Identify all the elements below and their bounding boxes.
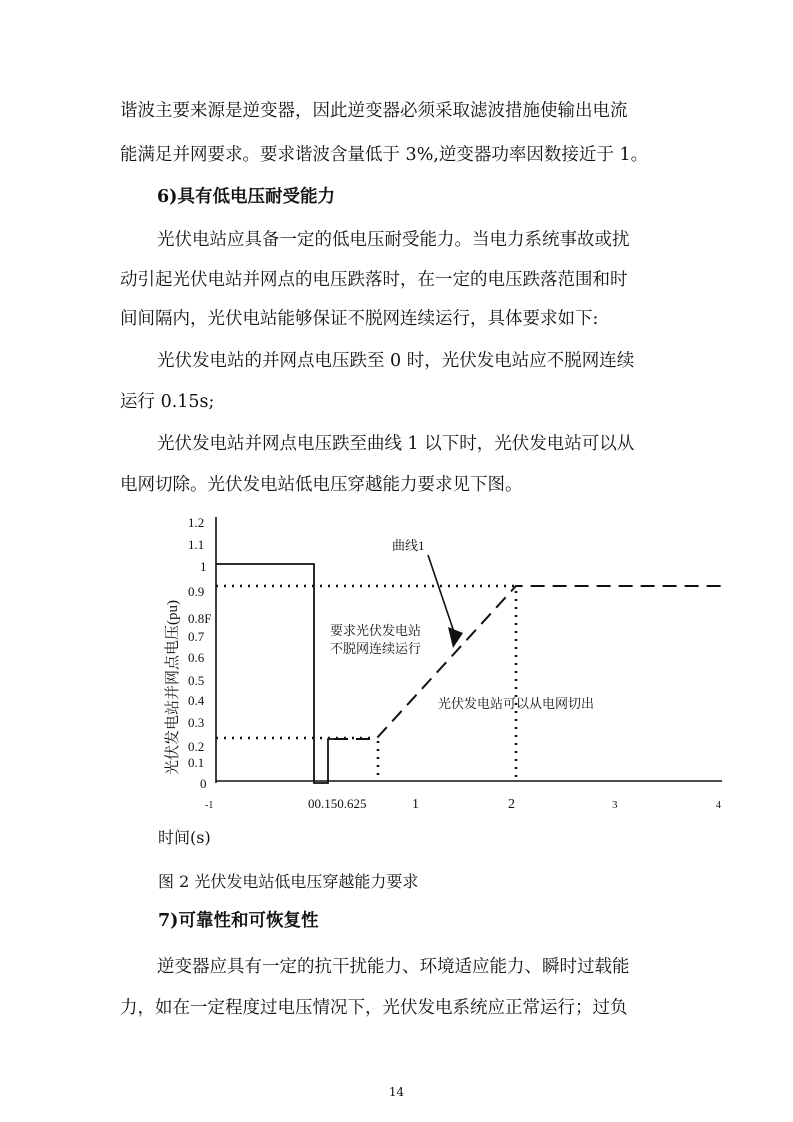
- region-lower-label: 光伏发电站可以从电网切出: [438, 696, 595, 711]
- x-tick-label: 2: [508, 797, 515, 812]
- paragraph-line: 谐波主要来源是逆变器，因此逆变器必须采取滤波措施使输出电流: [120, 101, 628, 121]
- paragraph-line: 电网切除。光伏发电站低电压穿越能力要求见下图。: [120, 475, 523, 495]
- y-tick-label: 1.1: [188, 537, 205, 552]
- x-tick-label: 4: [716, 800, 721, 811]
- curve-label: 曲线1: [392, 538, 425, 553]
- paragraph-line: 运行 0.15s;: [120, 392, 215, 412]
- y-tick-label: 0.2: [188, 739, 205, 754]
- paragraph-line: 光伏发电站并网点电压跌至曲线 1 以下时，光伏发电站可以从: [157, 434, 635, 454]
- paragraph-line: 光伏电站应具备一定的低电压耐受能力。当电力系统事故或扰: [157, 230, 630, 250]
- y-axis-label: 光伏发电站并网点电压(pu): [165, 600, 181, 775]
- paragraph-line: 光伏发电站的并网点电压跌至 0 时，光伏发电站应不脱网连续: [157, 351, 635, 371]
- x-axis-label: 时间(s): [158, 828, 211, 847]
- y-tick-label: 0.7: [188, 629, 205, 644]
- x-tick-label: -1: [205, 800, 214, 811]
- y-tick-label: 0.8F: [188, 611, 212, 626]
- y-tick-label: 0.6: [188, 650, 205, 665]
- curve-label-arrow: [428, 555, 455, 635]
- curve-1-dashed: [334, 586, 722, 739]
- y-tick-label: 0.4: [188, 693, 205, 708]
- paragraph-line: 动引起光伏电站并网点的电压跌落时，在一定的电压跌落范围和时: [120, 270, 628, 290]
- x-tick-label: 00.150.625: [308, 796, 367, 811]
- y-tick-label: 0.1: [188, 755, 205, 770]
- x-tick-label: 3: [612, 799, 618, 811]
- region-upper-line2: 不脱网连续运行: [330, 641, 422, 656]
- y-tick-label: 0: [200, 776, 207, 791]
- y-tick-label: 1.2: [188, 515, 205, 530]
- arrow-head-icon: [448, 627, 463, 648]
- voltage-profile-solid: [216, 564, 334, 783]
- page-number: 14: [388, 1085, 405, 1099]
- section-heading: 7)可靠性和可恢复性: [158, 911, 319, 931]
- paragraph-line: 逆变器应具有一定的抗干扰能力、环境适应能力、瞬时过载能: [157, 957, 630, 977]
- lvrt-figure: [150, 505, 735, 815]
- figure-caption: 图 2 光伏发电站低电压穿越能力要求: [158, 872, 419, 891]
- y-tick-label: 0.3: [188, 715, 205, 730]
- y-tick-label: 0.5: [188, 673, 205, 688]
- x-tick-label: 1: [412, 797, 419, 812]
- y-tick-label: 0.9: [188, 584, 205, 599]
- paragraph-line: 力，如在一定程度过电压情况下，光伏发电系统应正常运行；过负: [120, 998, 628, 1018]
- paragraph-line: 能满足并网要求。要求谐波含量低于 3%,逆变器功率因数接近于 1。: [120, 145, 649, 165]
- y-tick-label: 1: [200, 559, 207, 574]
- region-upper-line1: 要求光伏发电站: [330, 623, 422, 638]
- paragraph-line: 间间隔内，光伏电站能够保证不脱网连续运行，具体要求如下:: [120, 309, 599, 329]
- section-heading: 6)具有低电压耐受能力: [157, 187, 335, 207]
